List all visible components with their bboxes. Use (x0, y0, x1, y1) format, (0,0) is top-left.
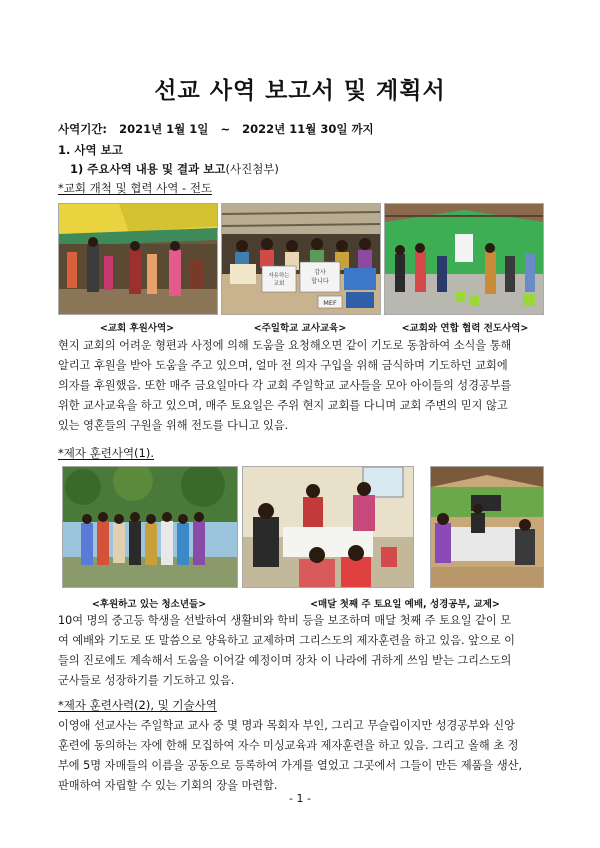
page-number: - 1 - (289, 792, 311, 805)
ministry-period (58, 121, 382, 137)
paragraph-line: 판매하여 자립할 수 있는 기회의 장을 마련함. (58, 779, 278, 792)
caption-evangelism: <교회와 연합 협력 전도사역> (401, 323, 529, 334)
disciple2-paragraph (58, 716, 542, 796)
caption-youth: <후원하고 있는 청소년들> (91, 599, 207, 610)
disciple1-section-heading: *제자 훈련사역(1). (58, 446, 155, 460)
svg-text:합니다: 합니다 (311, 278, 329, 285)
period-end: 2022년 11월 30일 까지 (242, 122, 374, 136)
caption-worship-study: <매달 첫째 주 토요일 예배, 성경공부, 교제> (310, 599, 500, 610)
subsection-heading (70, 161, 279, 177)
paragraph-line: 있는 영혼들의 구원을 위해 전도를 다니고 있음. (58, 419, 289, 432)
teacher-training-photo (221, 203, 381, 315)
paragraph-line: 훈련에 동의하는 자에 한해 모집하여 자수 미싱교육과 제자훈련을 하고 있음. 그리고 올해 초 정 (58, 739, 519, 752)
paragraph-line: 알리고 후원을 받아 도움을 주고 있으며, 얼마 전 의자 구입을 위해 금식하며 기도하던 교회에 (58, 359, 508, 372)
disciple1-paragraph (58, 611, 542, 691)
worship-study-photo (242, 466, 414, 588)
paragraph-line: 위한 교사교육을 하고 있으며, 매주 토요일은 주위 현지 교회를 다니며 교회 주변의 믿지 않고 (58, 399, 508, 412)
disciple1-photo-row (58, 466, 542, 592)
paragraph-line: 10여 명의 중고등 학생을 선발하여 생활비와 학비 등을 보조하며 매달 첫째 주 토요일 같이 모 (58, 614, 512, 627)
disciple2-section-heading: *제자 훈련사력(2), 및 기술사역 (58, 698, 217, 712)
church-photo-row (58, 203, 542, 315)
youth-group-photo (62, 466, 238, 588)
section-heading: 1. 사역 보고 (58, 143, 123, 157)
paragraph-line: 이영애 선교사는 주일학교 교사 중 몇 명과 목회자 부인, 그리고 무슬림이지만 성경공부와 신앙 (58, 719, 515, 732)
church-section-heading: *교회 개척 및 협력 사역 - 전도 (58, 181, 213, 195)
paragraph-line: 여 예배와 기도로 또 말씀으로 양육하고 교제하며 그리스도의 제자훈련을 하고 있음. 앞으로 이 (58, 634, 515, 647)
church-paragraph (58, 336, 542, 436)
paragraph-line: 부에 5명 자매들의 이름을 공동으로 등록하여 가게를 열었고 그곳에서 그들이 만든 제품을 생산, (58, 759, 523, 772)
church-support-photo (58, 203, 218, 315)
period-start: 2021년 1월 1일 (119, 122, 209, 136)
caption-church-support: <교회 후원사역> (99, 323, 175, 334)
sign-thanks: 감사 (314, 269, 326, 276)
sign-free-church: 자유하는 (268, 273, 290, 279)
sign-mef: MEF (323, 299, 337, 307)
page-title: 선교 사역 보고서 및 계획서 (154, 78, 446, 104)
caption-teacher-training: <주일학교 교사교육> (253, 323, 347, 334)
paragraph-line: 군사들로 성장하기를 기도하고 있음. (58, 674, 235, 687)
paragraph-line: 의자를 후원했음. 또한 매주 금요일마다 각 교회 주일학교 교사들을 모아 아이들의 성경공부를 (58, 379, 512, 392)
svg-text:교회: 교회 (273, 281, 285, 287)
subsection-heading-note: (사진첨부) (225, 162, 279, 176)
evangelism-photo (384, 203, 544, 315)
paragraph-line: 현지 교회의 어려운 형편과 사정에 의해 도움을 요청해오면 같이 기도로 동참하여 소식을 통해 (58, 339, 512, 352)
paragraph-line: 들의 진로에도 계속해서 도움을 이어갈 예정이며 장차 이 나라에 귀하게 쓰임 받는 그리스도의 (58, 654, 512, 667)
period-separator: ~ (220, 122, 231, 136)
subsection-heading-bold: 1) 주요사역 내용 및 결과 보고 (70, 162, 226, 176)
bible-study-photo (430, 466, 544, 588)
period-label: 사역기간: (58, 122, 108, 136)
